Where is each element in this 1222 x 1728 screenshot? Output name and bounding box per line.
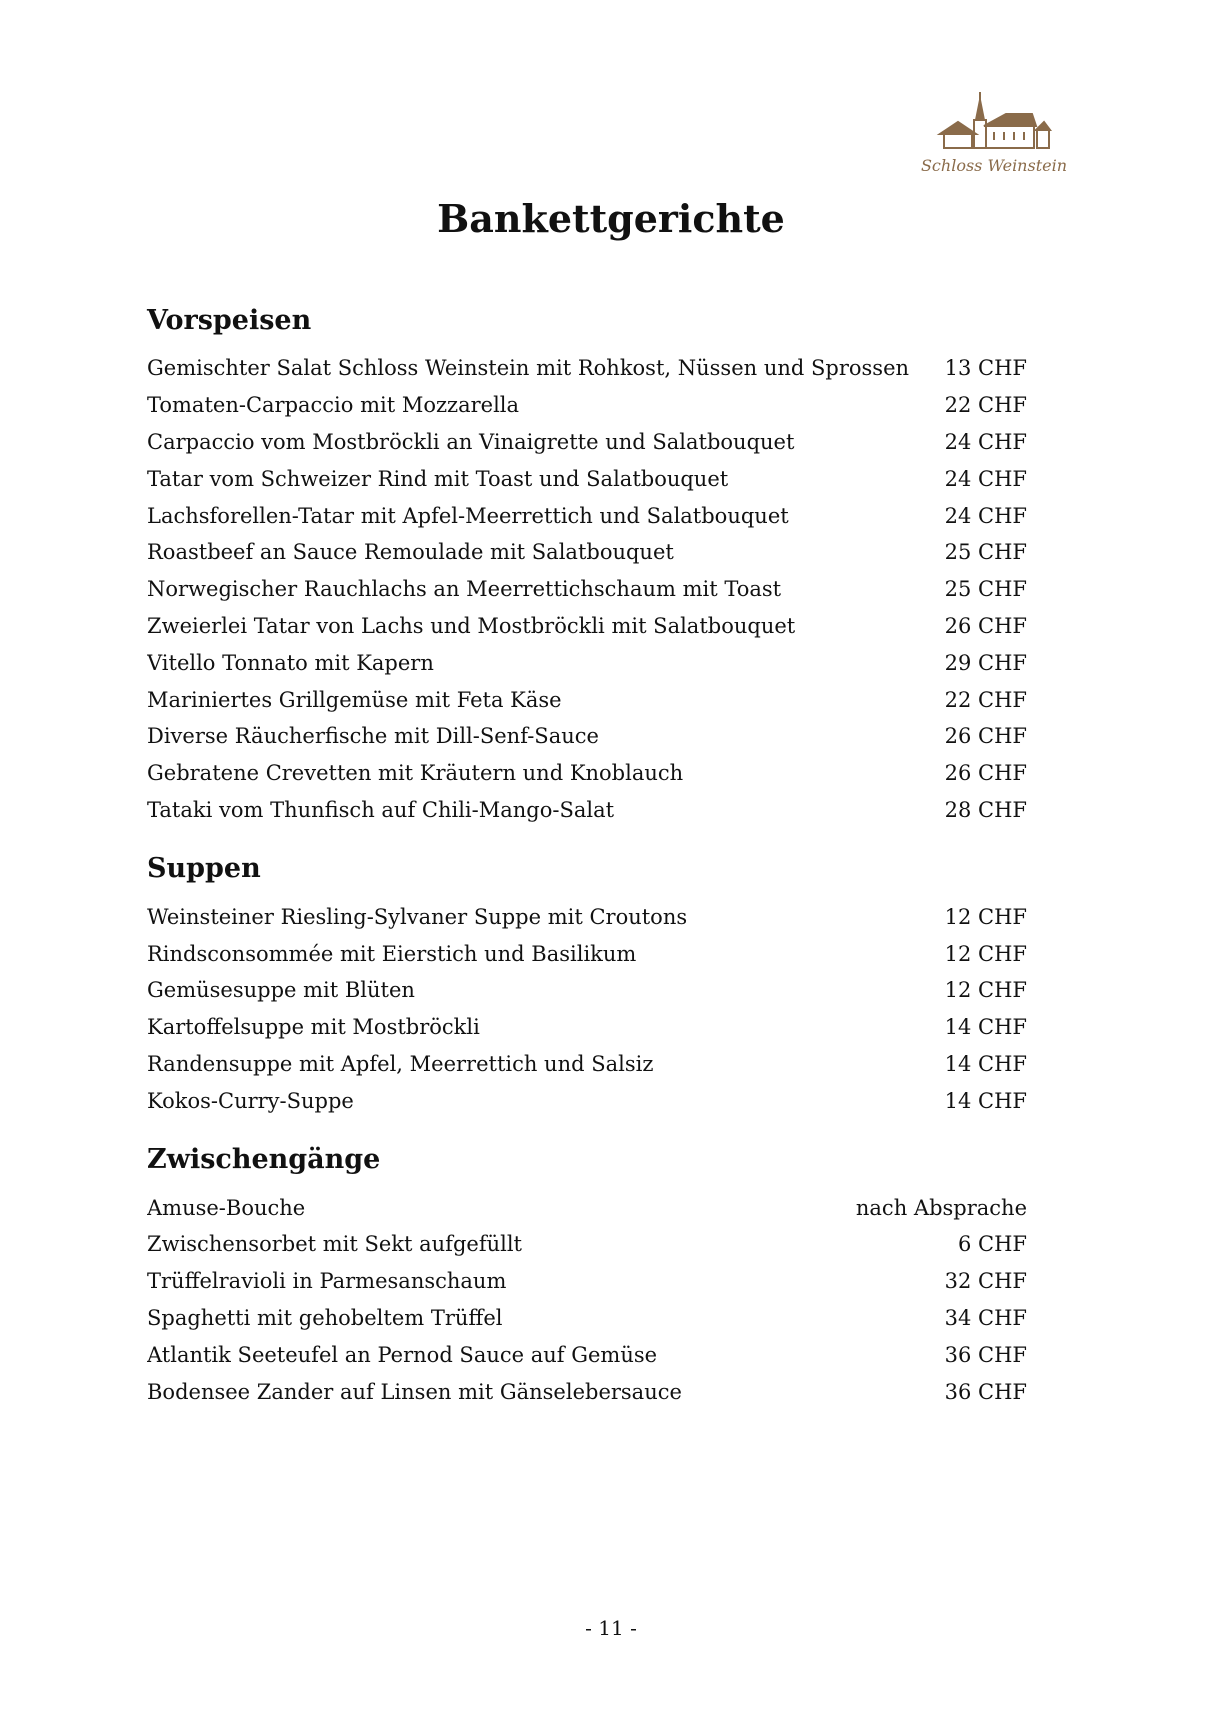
dish-price: 24 CHF (944, 466, 1027, 491)
dish-price: 24 CHF (944, 503, 1027, 528)
dish-name: Diverse Räucherfische mit Dill-Senf-Sauce (147, 724, 599, 749)
dish-price: 29 CHF (944, 650, 1027, 675)
dish-name: Trüffelravioli in Parmesanschaum (147, 1269, 507, 1294)
menu-item (147, 1046, 1027, 1083)
dish-name: Gemüsesuppe mit Blüten (147, 978, 415, 1003)
dish-price: 28 CHF (944, 797, 1027, 822)
dish-price: 36 CHF (944, 1379, 1027, 1404)
dish-name: Lachsforellen-Tatar mit Apfel-Meerrettich und Salatbouquet (147, 503, 789, 528)
dish-price: 26 CHF (944, 613, 1027, 638)
menu-item (147, 1226, 1027, 1263)
menu-item (147, 1263, 1027, 1300)
dish-name: Kartoffelsuppe mit Mostbröckli (147, 1015, 480, 1040)
dish-name: Mariniertes Grillgemüse mit Feta Käse (147, 687, 562, 712)
page-number: - 11 - (585, 1616, 637, 1640)
dish-price: 14 CHF (944, 1015, 1027, 1040)
dish-name: Spaghetti mit gehobeltem Trüffel (147, 1305, 503, 1330)
section-heading: Vorspeisen (147, 305, 312, 336)
dish-price: 36 CHF (944, 1342, 1027, 1367)
castle-icon (936, 90, 1052, 154)
logo-text: Schloss Weinstein (920, 156, 1068, 175)
section-zwischengaenge (147, 1135, 1027, 1410)
menu-item (147, 350, 1027, 387)
menu-item (147, 608, 1027, 645)
section-heading: Suppen (147, 853, 261, 885)
page-title: Bankettgerichte (437, 196, 785, 241)
menu-item (147, 644, 1027, 681)
menu-item (147, 1189, 1027, 1226)
dish-price: 12 CHF (944, 978, 1027, 1003)
menu-item (147, 387, 1027, 424)
section-vorspeisen (147, 296, 1027, 828)
menu-item (147, 1082, 1027, 1119)
section-spacer (147, 1119, 1027, 1135)
dish-price: 14 CHF (944, 1051, 1027, 1076)
section-suppen (147, 844, 1027, 1119)
menu-item (147, 935, 1027, 972)
menu-item (147, 718, 1027, 755)
menu-item (147, 681, 1027, 718)
dish-name: Zweierlei Tatar von Lachs und Mostbröckli mit Salatbouquet (147, 613, 796, 638)
menu-item (147, 898, 1027, 935)
menu-list (147, 350, 1027, 828)
dish-price: 6 CHF (958, 1232, 1027, 1257)
dish-price: 13 CHF (944, 356, 1027, 381)
menu-item (147, 534, 1027, 571)
dish-name: Vitello Tonnato mit Kapern (147, 650, 434, 675)
dish-name: Kokos-Curry-Suppe (147, 1088, 354, 1113)
dish-price: 34 CHF (944, 1305, 1027, 1330)
section-heading: Zwischengänge (147, 1144, 381, 1176)
menu-item (147, 571, 1027, 608)
dish-name: Tatar vom Schweizer Rind mit Toast und Salatbouquet (147, 466, 729, 491)
dish-name: Randensuppe mit Apfel, Meerrettich und Salsiz (147, 1051, 654, 1076)
menu-item (147, 755, 1027, 792)
dish-price: 12 CHF (944, 904, 1027, 929)
dish-name: Gebratene Crevetten mit Kräutern und Knoblauch (147, 761, 684, 786)
menu-item (147, 460, 1027, 497)
dish-price: 25 CHF (944, 577, 1027, 602)
menu-item (147, 424, 1027, 461)
dish-price: 24 CHF (944, 429, 1027, 454)
dish-price: 22 CHF (944, 687, 1027, 712)
menu-item (147, 1300, 1027, 1337)
dish-name: Tataki vom Thunfisch auf Chili-Mango-Salat (147, 797, 615, 822)
dish-price: 25 CHF (944, 540, 1027, 565)
menu-item (147, 1009, 1027, 1046)
dish-price: 26 CHF (944, 761, 1027, 786)
menu-item (147, 1336, 1027, 1373)
dish-name: Roastbeef an Sauce Remoulade mit Salatbouquet (147, 540, 674, 565)
menu-content (147, 296, 1027, 1410)
dish-name: Rindsconsommée mit Eierstich und Basilikum (147, 941, 637, 966)
logo (906, 74, 1082, 192)
dish-name: Zwischensorbet mit Sekt aufgefüllt (147, 1232, 522, 1257)
menu-list (147, 898, 1027, 1119)
dish-name: Tomaten-Carpaccio mit Mozzarella (147, 393, 520, 418)
dish-name: Carpaccio vom Mostbröckli an Vinaigrette und Salatbouquet (147, 429, 795, 454)
dish-name: Weinsteiner Riesling-Sylvaner Suppe mit Croutons (147, 904, 688, 929)
dish-name: Amuse-Bouche (147, 1195, 306, 1220)
dish-name: Gemischter Salat Schloss Weinstein mit Rohkost, Nüssen und Sprossen (147, 356, 910, 381)
menu-item (147, 1373, 1027, 1410)
dish-price: nach Absprache (855, 1195, 1027, 1220)
dish-price: 14 CHF (944, 1088, 1027, 1113)
dish-price: 22 CHF (944, 393, 1027, 418)
dish-price: 32 CHF (944, 1269, 1027, 1294)
dish-name: Bodensee Zander auf Linsen mit Gänselebersauce (147, 1379, 682, 1404)
dish-name: Atlantik Seeteufel an Pernod Sauce auf Gemüse (147, 1342, 658, 1367)
menu-list (147, 1189, 1027, 1410)
menu-item (147, 792, 1027, 829)
menu-item (147, 497, 1027, 534)
menu-item (147, 972, 1027, 1009)
dish-name: Norwegischer Rauchlachs an Meerrettichschaum mit Toast (147, 577, 782, 602)
dish-price: 12 CHF (944, 941, 1027, 966)
dish-price: 26 CHF (944, 724, 1027, 749)
section-spacer (147, 828, 1027, 844)
